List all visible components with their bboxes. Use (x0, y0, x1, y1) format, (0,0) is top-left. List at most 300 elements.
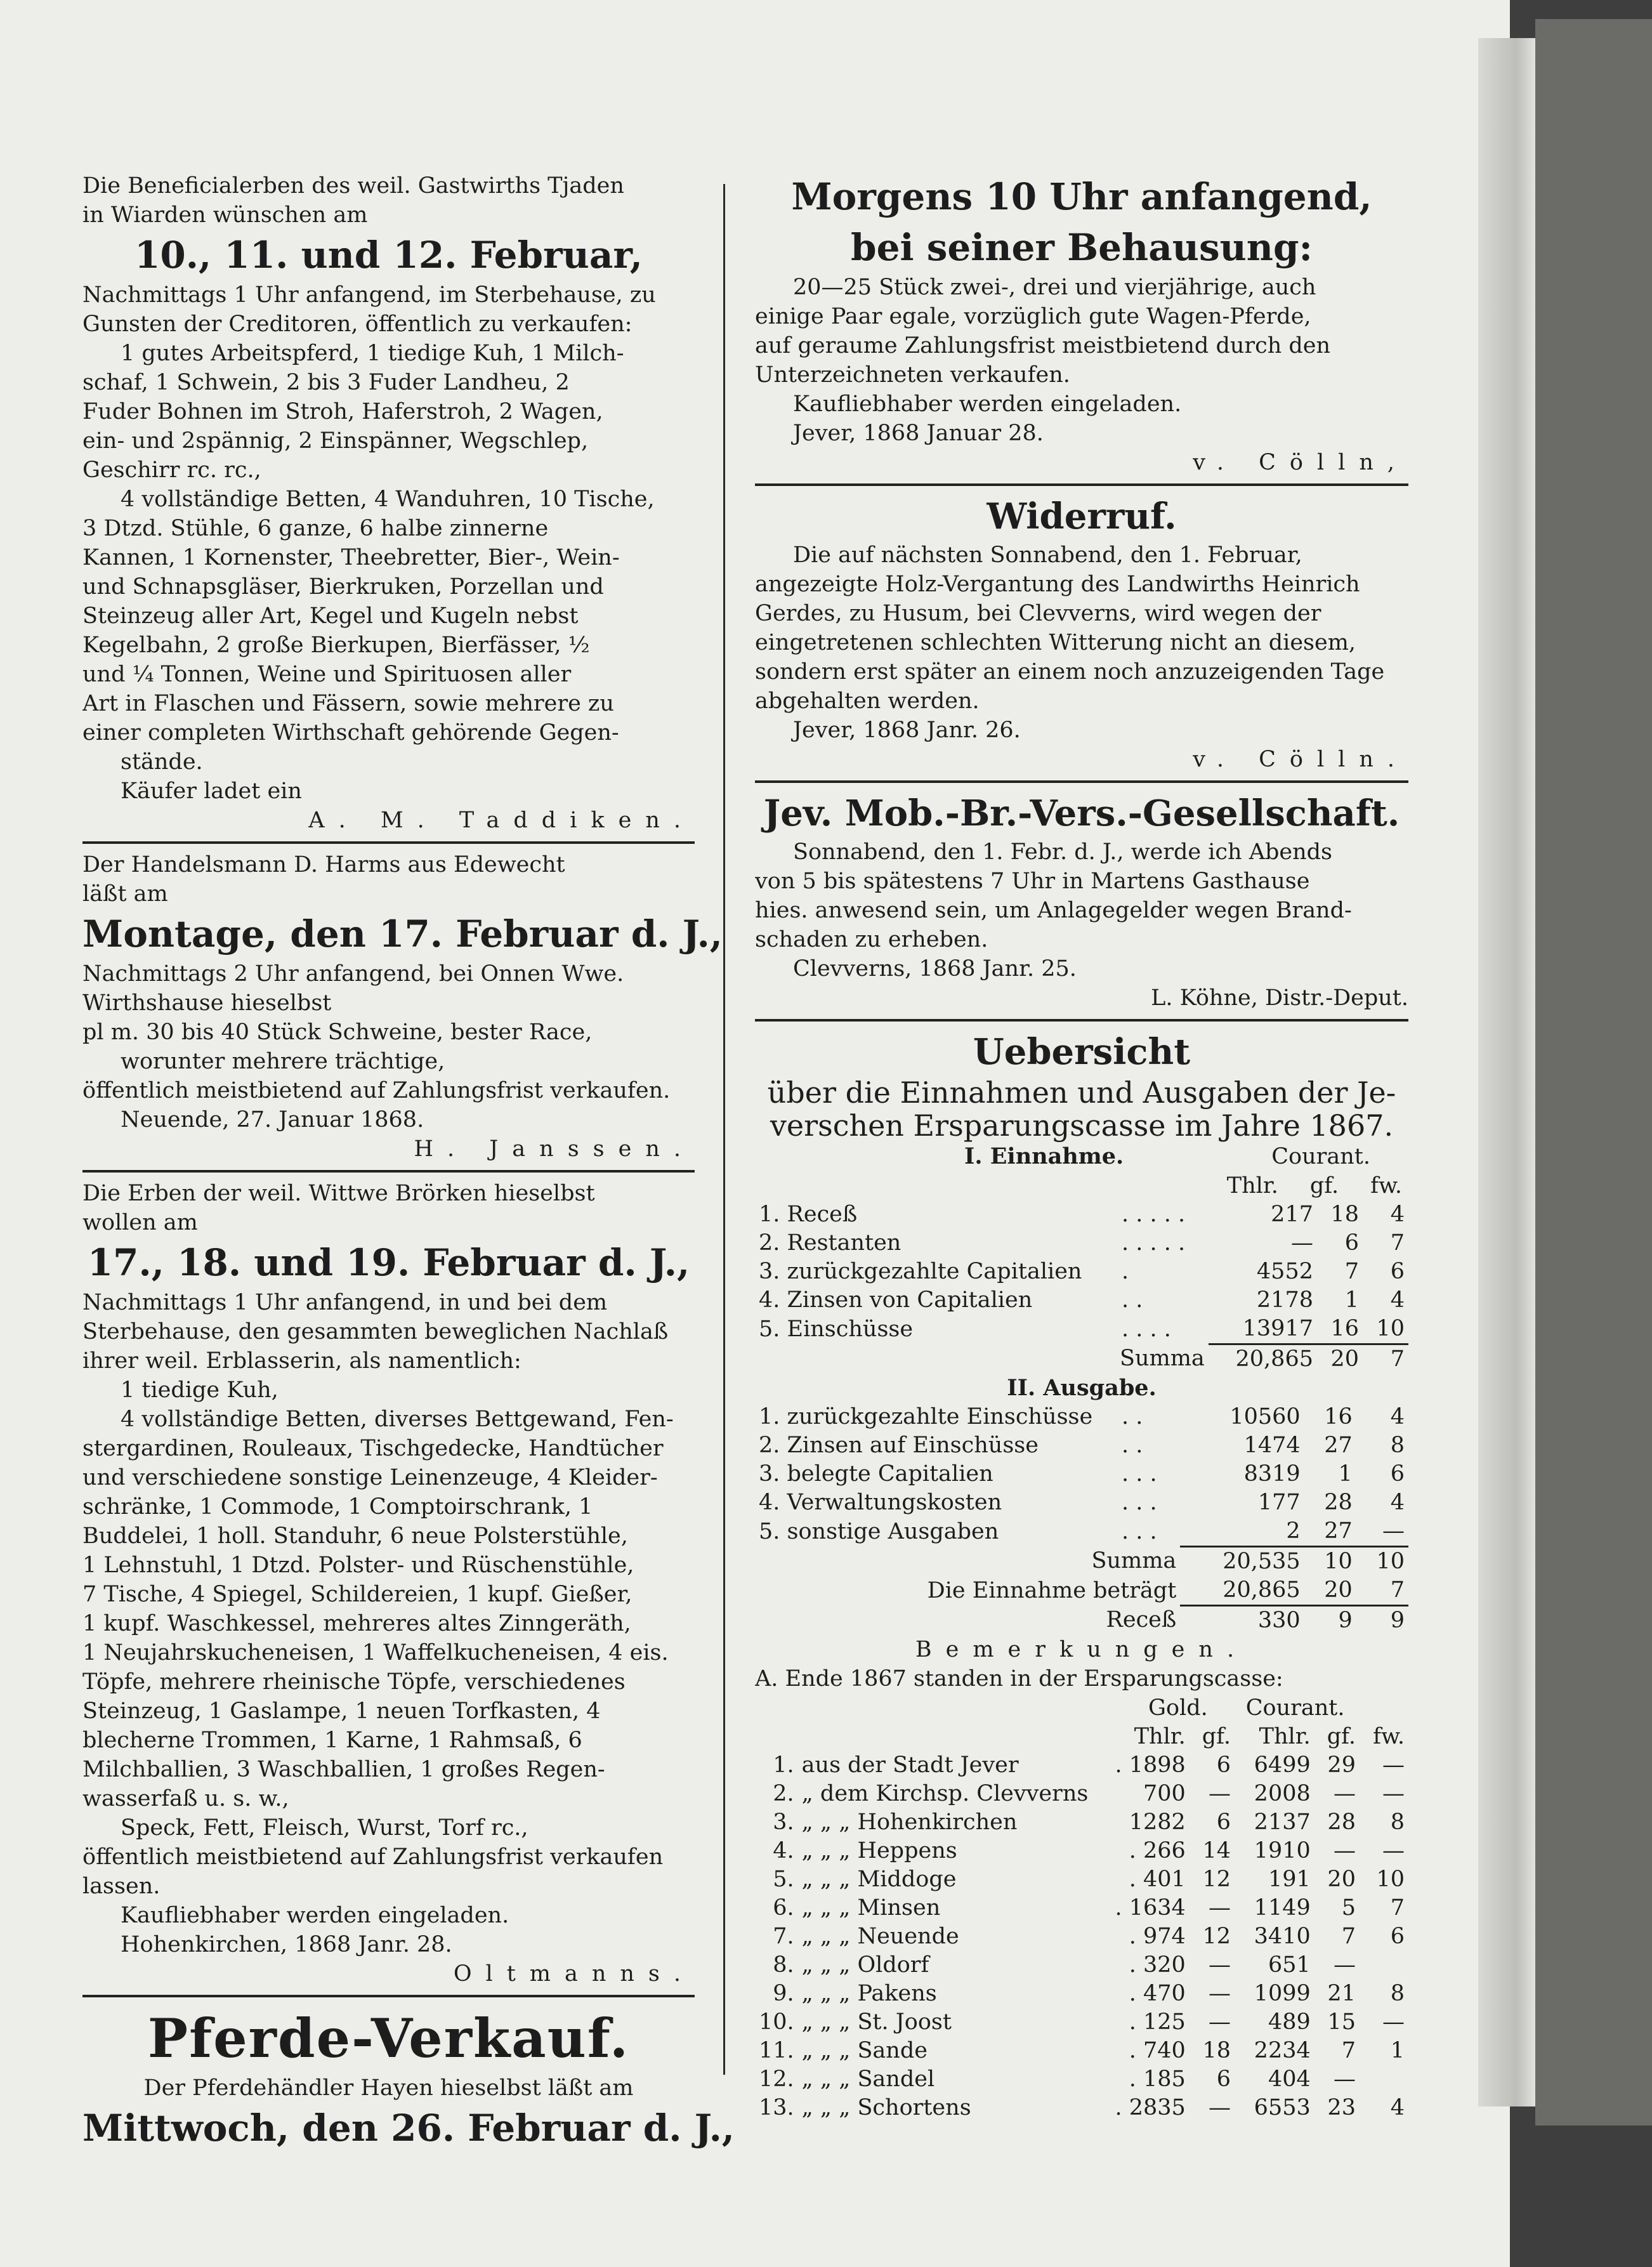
separator-rule (755, 483, 1408, 486)
gold-gf: 12 (1202, 1924, 1231, 1949)
remarks-title: Bemerkungen. (915, 1637, 1249, 1662)
sum-row (755, 1344, 1408, 1374)
gf-cell: 16 (1330, 1316, 1359, 1341)
gf-cell: 1 (1338, 1461, 1353, 1487)
row-dots: . . . . . (1122, 1230, 1186, 1256)
item-line: 1 Lehnstuhl, 1 Dtzd. Polster- und Rüschenstühle, (82, 1553, 634, 1578)
closing-line: Kaufliebhaber werden eingeladen. (121, 1903, 509, 1928)
fw-cell: 4 (1390, 1202, 1405, 1227)
thlr-cell: 1474 (1243, 1433, 1301, 1458)
fw-cell: 4 (1390, 1287, 1405, 1313)
gold-gf: — (1209, 2095, 1231, 2120)
item-line: Milchballien, 3 Waschballien, 1 großes Regen- (82, 1757, 605, 1782)
place-name: „ „ „ Pakens (801, 1981, 937, 2006)
item-line: und verschiedene sonstige Leinenzeuge, 4 Kleider- (82, 1465, 658, 1490)
courant-gf: — (1333, 1781, 1356, 1806)
table-row (755, 1403, 1408, 1431)
intro-line: wollen am (82, 1210, 198, 1235)
fw-cell: 6 (1390, 1461, 1405, 1487)
date-headline: 17., 18. und 19. Februar d. J., (87, 1241, 690, 1284)
thlr-cell: 20,865 (1223, 1577, 1301, 1603)
horse-sale-notice (82, 2004, 735, 2153)
gold-thlr: . 974 (1129, 1924, 1186, 1949)
auction-notice-tjaden (82, 171, 695, 835)
gold-gf: 12 (1202, 1867, 1231, 1892)
table-row (755, 1894, 1408, 1922)
unit-label: gf. (1327, 1724, 1356, 1749)
signature: A. M. Taddiken. (308, 808, 695, 833)
gold-gf: 6 (1216, 2067, 1231, 2092)
section-title: I. Einnahme. (964, 1143, 1124, 1169)
text-line: pl m. 30 bis 40 Stück Schweine, bester Race, (82, 1020, 593, 1045)
finance-table (755, 1403, 1408, 1635)
row-number: 9. (773, 1981, 794, 2006)
gold-gf: 6 (1216, 1810, 1231, 1835)
insurance-society-notice (755, 789, 1408, 1013)
text-line: hies. anwesend sein, um Anlagegelder wegen Brand- (755, 898, 1352, 923)
row-dots: . . . (1122, 1490, 1157, 1515)
gf-cell: 9 (1304, 1606, 1356, 1636)
text-line: Jever, 1868 Januar 28. (793, 421, 1044, 446)
column-units (755, 1171, 1408, 1200)
row-dots: . . (1122, 1287, 1143, 1313)
row-number: 11. (759, 2038, 794, 2063)
thlr-cell: 2178 (1256, 1287, 1313, 1313)
item-line: Fuder Bohnen im Stroh, Haferstroh, 2 Wagen, (82, 399, 603, 424)
item-line: 4 vollständige Betten, 4 Wanduhren, 10 Tische, (121, 487, 655, 512)
courant-fw: 10 (1376, 1867, 1405, 1892)
item-line: Steinzeug aller Art, Kegel und Kugeln nebst (82, 603, 579, 629)
table-row (755, 1315, 1408, 1344)
row-dots: . (1122, 1259, 1129, 1284)
intro-line: Die Erben der weil. Wittwe Brörken hieselbst (82, 1181, 595, 1206)
intro-line: in Wiarden wünschen am (82, 202, 368, 228)
signature: v. Cölln. (1193, 747, 1408, 772)
thlr-cell: — (1290, 1230, 1313, 1256)
item-line: schaf, 1 Schwein, 2 bis 3 Fuder Landheu, 2 (82, 370, 570, 395)
table-row (755, 1488, 1408, 1517)
row-label: 4. Verwaltungskosten (759, 1490, 1002, 1515)
fw-cell: 7 (1390, 1230, 1405, 1256)
courant-thlr: 2234 (1254, 2038, 1311, 2063)
table-row (755, 1922, 1408, 1951)
unit-label: gf. (1202, 1724, 1231, 1749)
left-column (82, 171, 735, 2153)
thlr-cell: 10560 (1229, 1404, 1301, 1429)
courant-gf: — (1333, 1838, 1356, 1863)
item-line: Geschirr rc. rc., (82, 457, 261, 483)
text-line: Gerdes, zu Husum, bei Clevverns, wird wegen der (755, 601, 1321, 626)
section-header (755, 1142, 1408, 1171)
fw-cell: 4 (1390, 1404, 1405, 1429)
row-number: 3. (773, 1810, 794, 1835)
row-dots: . . . (1122, 1461, 1157, 1487)
item-line: einer completen Wirthschaft gehörende Gegen- (82, 720, 619, 746)
row-number: 4. (773, 1838, 794, 1863)
item-line: 1 kupf. Waschkessel, mehreres altes Zinngeräth, (82, 1611, 631, 1636)
date-headline: 10., 11. und 12. Februar, (134, 233, 643, 277)
gold-gf: — (1209, 2009, 1231, 2035)
unit-label: fw. (1370, 1173, 1402, 1199)
intro-line: Der Handelsmann D. Harms aus Edewecht (82, 852, 565, 877)
courant-fw: 7 (1390, 1895, 1405, 1921)
gf-cell: 6 (1344, 1230, 1359, 1256)
table-row (755, 1258, 1408, 1286)
table-row (755, 2008, 1408, 2037)
item-line: Kegelbahn, 2 große Bierkupen, Bierfässer, ½ (82, 633, 590, 658)
courant-thlr: 2137 (1254, 1810, 1311, 1835)
auction-notice-broerken (82, 1179, 695, 1988)
gold-thlr: . 320 (1129, 1952, 1186, 1978)
row-number: 6. (773, 1895, 794, 1921)
sum-row (755, 1547, 1408, 1577)
text-line: worunter mehrere trächtige, (121, 1049, 445, 1074)
intro-line: Die Beneficialerben des weil. Gastwirths Tjaden (82, 173, 624, 199)
closing-line: Käufer ladet ein (121, 779, 302, 804)
courant-thlr: 1149 (1254, 1895, 1311, 1921)
text-line: Die auf nächsten Sonnabend, den 1. Februar, (793, 542, 1302, 568)
row-label: 1. Receß (759, 1202, 858, 1227)
horse-sale-title: Pferde-Verkauf. (147, 2007, 630, 2070)
courant-fw: 8 (1390, 1981, 1405, 2006)
courant-fw (1360, 2065, 1408, 2094)
unit-label: fw. (1373, 1724, 1405, 1749)
thlr-cell: 20,865 (1209, 1344, 1317, 1374)
signature: H. Janssen. (414, 1136, 695, 1162)
gf-cell: 16 (1324, 1404, 1353, 1429)
text-line: abgehalten werden. (755, 688, 980, 714)
remarks-intro: A. Ende 1867 standen in der Ersparungscasse: (755, 1666, 1283, 1692)
item-line: und Schnapsgläser, Bierkruken, Porzellan und (82, 574, 604, 600)
place-name: „ „ „ Sandel (801, 2067, 935, 2092)
place-name: „ „ „ Hohenkirchen (801, 1810, 1018, 1835)
item-line: und ¼ Tonnen, Weine und Spirituosen aller (82, 662, 572, 687)
unit-label: gf. (1309, 1173, 1339, 1199)
row-label: 2. Restanten (759, 1230, 901, 1256)
table-row (755, 2037, 1408, 2065)
fw-cell: 7 (1363, 1344, 1408, 1374)
overview-subtitle: über die Einnahmen und Ausgaben der Je- (767, 1075, 1396, 1110)
gf-cell: 10 (1304, 1547, 1356, 1577)
item-line: blecherne Trommen, 1 Karne, 1 Rahmsaß, 6 (82, 1728, 582, 1753)
sum-label: Summa (1091, 1548, 1177, 1574)
revocation-title: Widerruf. (987, 496, 1177, 537)
gold-thlr: . 1898 (1115, 1752, 1186, 1778)
courant-fw: — (1382, 1752, 1405, 1778)
courant-label: Courant. (1245, 1695, 1345, 1721)
unit-label: Thlr. (1134, 1724, 1186, 1749)
thlr-cell: 2 (1286, 1518, 1301, 1544)
courant-fw: 4 (1390, 2095, 1405, 2120)
gf-cell: 1 (1344, 1287, 1359, 1313)
item-line: Buddelei, 1 holl. Standuhr, 6 neue Polsterstühle, (82, 1523, 628, 1549)
units-row (755, 1723, 1408, 1751)
courant-gf: — (1333, 1952, 1356, 1978)
place-name: „ „ „ Minsen (801, 1895, 941, 1921)
fw-cell: 4 (1390, 1490, 1405, 1515)
courant-thlr: 651 (1268, 1952, 1311, 1978)
text-line: Nachmittags 1 Uhr anfangend, in und bei dem (82, 1290, 608, 1315)
row-number: 2. (773, 1781, 794, 1806)
time-headline: bei seiner Behausung: (851, 226, 1313, 269)
book-binding (1535, 19, 1652, 2126)
gf-cell: 20 (1324, 1577, 1353, 1603)
row-label: 1. zurückgezahlte Einschüsse (759, 1404, 1093, 1429)
overview-subtitle: verschen Ersparungscasse im Jahre 1867. (770, 1108, 1394, 1143)
place-name: „ „ „ Heppens (801, 1838, 957, 1863)
gold-gf: — (1209, 1952, 1231, 1978)
table-row (755, 2094, 1408, 2122)
gold-gf: 6 (1216, 1752, 1231, 1778)
text-line: 20—25 Stück zwei-, drei und vierjährige, auch (793, 275, 1316, 300)
courant-gf: — (1333, 2067, 1356, 2092)
closing-line: Hohenkirchen, 1868 Janr. 28. (121, 1932, 452, 1957)
separator-rule (82, 1995, 695, 1997)
item-line: stände. (121, 749, 203, 775)
courant-gf: 5 (1341, 1895, 1356, 1921)
text-line: Gunsten der Creditoren, öffentlich zu verkaufen: (82, 312, 633, 337)
table-row (755, 1837, 1408, 1865)
table-row (755, 1517, 1408, 1547)
intro-line: läßt am (82, 881, 168, 907)
fw-cell: 9 (1356, 1606, 1408, 1636)
total-row (755, 1606, 1408, 1636)
text-line: angezeigte Holz-Vergantung des Landwirths Heinrich (755, 572, 1360, 597)
spacer-cell (755, 1723, 1092, 1751)
text-line: einige Paar egale, vorzüglich gute Wagen-Pferde, (755, 304, 1311, 329)
gold-thlr: . 2835 (1115, 2095, 1186, 2120)
date-headline: Montage, den 17. Februar d. J., (82, 912, 723, 956)
place-name: „ „ „ St. Joost (801, 2009, 952, 2035)
courant-thlr: 1910 (1254, 1838, 1311, 1863)
item-line: 1 gutes Arbeitspferd, 1 tiedige Kuh, 1 Milch- (121, 341, 624, 366)
gold-thlr: . 266 (1129, 1838, 1186, 1863)
text-line: lassen. (82, 1874, 161, 1899)
text-line: Nachmittags 1 Uhr anfangend, im Sterbehause, zu (82, 282, 656, 308)
courant-thlr: 404 (1268, 2067, 1311, 2092)
item-line: 1 tiedige Kuh, (121, 1377, 279, 1403)
text-line: öffentlich meistbietend auf Zahlungsfrist verkaufen. (82, 1078, 671, 1103)
thlr-cell: 330 (1180, 1606, 1304, 1636)
signature: Oltmanns. (453, 1961, 695, 1987)
gf-cell: 18 (1330, 1202, 1359, 1227)
row-number: 8. (773, 1952, 794, 1978)
table-row (755, 1200, 1408, 1229)
gold-thlr: . 401 (1129, 1867, 1186, 1892)
finance-table (755, 1200, 1408, 1374)
courant-gf: 15 (1327, 2009, 1356, 2035)
gold-courant-header (755, 1693, 1408, 1723)
separator-rule (82, 1170, 695, 1173)
text-line: Der Pferdehändler Hayen hieselbst läßt am (143, 2075, 634, 2101)
gold-thlr: . 185 (1129, 2067, 1186, 2092)
overview-title: Uebersicht (973, 1031, 1191, 1073)
table-row (755, 2065, 1408, 2094)
item-line: wasserfaß u. s. w., (82, 1786, 289, 1811)
row-dots: . . . . (1122, 1316, 1171, 1342)
text-line: Sterbehause, den gesammten beweglichen Nachlaß (82, 1319, 669, 1344)
table-row (755, 1431, 1408, 1460)
row-label: 5. sonstige Ausgaben (759, 1518, 999, 1544)
courant-fw: 6 (1390, 1924, 1405, 1949)
courant-fw: — (1382, 1838, 1405, 1863)
text-line: Unterzeichneten verkaufen. (755, 362, 1070, 388)
text-line: Clevverns, 1868 Janr. 25. (793, 956, 1077, 982)
table-row (755, 1229, 1408, 1258)
text-line: öffentlich meistbietend auf Zahlungsfrist verkaufen (82, 1844, 664, 1870)
text-line: sondern erst später an einem noch anzuzeigenden Tage (755, 659, 1385, 685)
separator-rule (755, 1019, 1408, 1022)
fw-cell: 6 (1390, 1259, 1405, 1284)
place-name: „ dem Kirchsp. Clevverns (801, 1781, 1089, 1806)
gf-cell: 27 (1324, 1433, 1353, 1458)
courant-fw: 8 (1390, 1810, 1405, 1835)
date-headline: Mittwoch, den 26. Februar d. J., (82, 2106, 735, 2150)
gold-label: Gold. (1148, 1695, 1208, 1721)
item-line: stergardinen, Rouleaux, Tischgedecke, Handtücher (82, 1436, 664, 1461)
courant-thlr: 489 (1268, 2009, 1311, 2035)
fw-cell: — (1382, 1518, 1405, 1544)
courant-fw (1360, 1951, 1408, 1980)
total-label: Receß (1106, 1607, 1177, 1633)
text-line: ihrer weil. Erblasserin, als namentlich: (82, 1348, 521, 1374)
text-line: Wirthshause hieselbst (82, 990, 332, 1016)
text-line: auf geraume Zahlungsfrist meistbietend durch den (755, 333, 1331, 358)
thlr-cell: 8319 (1243, 1461, 1301, 1487)
revocation-notice (755, 492, 1408, 774)
row-dots: . . (1122, 1404, 1143, 1429)
text-line: von 5 bis spätestens 7 Uhr in Martens Gasthause (755, 869, 1310, 894)
gold-thlr: . 1634 (1115, 1895, 1186, 1921)
table-row (755, 1980, 1408, 2008)
signature: L. Köhne, Distr.-Deput. (1151, 985, 1408, 1011)
courant-gf: 29 (1327, 1752, 1356, 1778)
place-name: „ „ „ Oldorf (801, 1952, 929, 1978)
row-label: 3. zurückgezahlte Capitalien (759, 1259, 1082, 1284)
courant-thlr: 191 (1268, 1867, 1311, 1892)
fw-cell: 10 (1376, 1316, 1405, 1341)
courant-thlr: 6499 (1254, 1752, 1311, 1778)
right-column (755, 171, 1408, 2122)
total-row (755, 1576, 1408, 1606)
table-row (755, 1808, 1408, 1837)
table-row (755, 1865, 1408, 1894)
total-label: Die Einnahme beträgt (927, 1577, 1177, 1603)
courant-gf: 7 (1341, 1924, 1356, 1949)
courant-thlr: 3410 (1254, 1924, 1311, 1949)
courant-fw: — (1382, 1781, 1405, 1806)
row-label: 2. Zinsen auf Einschüsse (759, 1433, 1039, 1458)
item-line: 3 Dtzd. Stühle, 6 ganze, 6 halbe zinnerne (82, 516, 549, 541)
row-number: 12. (759, 2067, 794, 2092)
gf-cell: 28 (1324, 1490, 1353, 1515)
gold-thlr: . 125 (1129, 2009, 1186, 2035)
place-name: aus der Stadt Jever (801, 1752, 1019, 1778)
item-line: Töpfe, mehrere rheinische Töpfe, verschiedenes (82, 1669, 626, 1695)
item-line: 1 Neujahrskucheneisen, 1 Waffelkucheneisen, 4 eis. (82, 1640, 669, 1666)
gold-gf: — (1209, 1981, 1231, 2006)
courant-gf: 7 (1341, 2038, 1356, 2063)
courant-fw: 1 (1390, 2038, 1405, 2063)
society-title: Jev. Mob.-Br.-Vers.-Gesellschaft. (763, 792, 1400, 834)
table-row (755, 1286, 1408, 1315)
text-line: eingetretenen schlechten Witterung nicht an diesem, (755, 630, 1356, 655)
text-line: Sonnabend, den 1. Febr. d. J., werde ich Abends (793, 839, 1332, 865)
place-name: „ „ „ Middoge (801, 1867, 957, 1892)
signature: v. Cölln, (1193, 450, 1408, 475)
text-line: Neuende, 27. Januar 1868. (121, 1107, 424, 1133)
gold-thlr: . 740 (1129, 2038, 1186, 2063)
text-line: schaden zu erheben. (755, 927, 988, 952)
item-line: schränke, 1 Commode, 1 Comptoirschrank, 1 (82, 1494, 593, 1520)
row-number: 13. (759, 2095, 794, 2120)
courant-gf: 28 (1327, 1810, 1356, 1835)
row-number: 10. (759, 2009, 794, 2035)
gold-gf: 18 (1202, 2038, 1231, 2063)
courant-thlr: 1099 (1254, 1981, 1311, 2006)
balances-table (755, 1723, 1408, 2122)
gf-cell: 20 (1317, 1344, 1363, 1374)
column-divider (723, 184, 725, 2075)
text-line: Jever, 1868 Janr. 26. (793, 718, 1021, 743)
text-line: Kaufliebhaber werden eingeladen. (793, 391, 1182, 417)
courant-gf: 23 (1327, 2095, 1356, 2120)
separator-rule (82, 841, 695, 844)
item-line: 7 Tische, 4 Spiegel, Schildereien, 1 kupf. Gießer, (82, 1582, 633, 1607)
courant-gf: 21 (1327, 1981, 1356, 2006)
table-row (755, 1951, 1408, 1980)
courant-fw: — (1382, 2009, 1405, 2035)
row-label: 3. belegte Capitalien (759, 1461, 993, 1487)
courant-gf: 20 (1327, 1867, 1356, 1892)
place-name: „ „ „ Neuende (801, 1924, 959, 1949)
item-line: ein- und 2spännig, 2 Einspänner, Wegschlep, (82, 428, 589, 454)
unit-label: Thlr. (1259, 1724, 1311, 1749)
unit-label: Thlr. (1226, 1173, 1278, 1199)
text-line: Nachmittags 2 Uhr anfangend, bei Onnen Wwe. (82, 961, 624, 987)
item-line: Speck, Fett, Fleisch, Wurst, Torf rc., (121, 1815, 528, 1841)
table-row (755, 1780, 1408, 1808)
thlr-cell: 13917 (1242, 1316, 1313, 1341)
time-headline: Morgens 10 Uhr anfangend, (791, 175, 1372, 218)
gold-gf: — (1209, 1781, 1231, 1806)
gold-gf: — (1209, 1895, 1231, 1921)
sum-label: Summa (1120, 1346, 1205, 1372)
thlr-cell: 4552 (1256, 1259, 1313, 1284)
row-number: 5. (773, 1867, 794, 1892)
place-name: „ „ „ Sande (801, 2038, 928, 2063)
gf-cell: 27 (1324, 1518, 1353, 1544)
fw-cell: 7 (1390, 1577, 1405, 1603)
gold-thlr: 700 (1143, 1781, 1186, 1806)
thlr-cell: 20,535 (1180, 1547, 1304, 1577)
fw-cell: 10 (1356, 1547, 1408, 1577)
gold-thlr: . 470 (1129, 1981, 1186, 2006)
item-line: 4 vollständige Betten, diverses Bettgewand, Fen- (121, 1407, 674, 1432)
row-dots: . . . (1122, 1518, 1157, 1544)
item-line: Kannen, 1 Kornenster, Theebretter, Bier-, Wein- (82, 545, 620, 570)
row-dots: . . (1122, 1433, 1143, 1458)
horse-sale-continued (755, 171, 1408, 477)
thlr-cell: 217 (1271, 1202, 1313, 1227)
row-number: 7. (773, 1924, 794, 1949)
gold-gf: 14 (1202, 1838, 1231, 1863)
courant-thlr: 2008 (1254, 1781, 1311, 1806)
table-row (755, 1751, 1408, 1780)
savings-bank-overview (755, 1028, 1408, 2122)
row-label: 5. Einschüsse (759, 1316, 914, 1342)
section-title: II. Ausgabe. (1007, 1375, 1157, 1401)
